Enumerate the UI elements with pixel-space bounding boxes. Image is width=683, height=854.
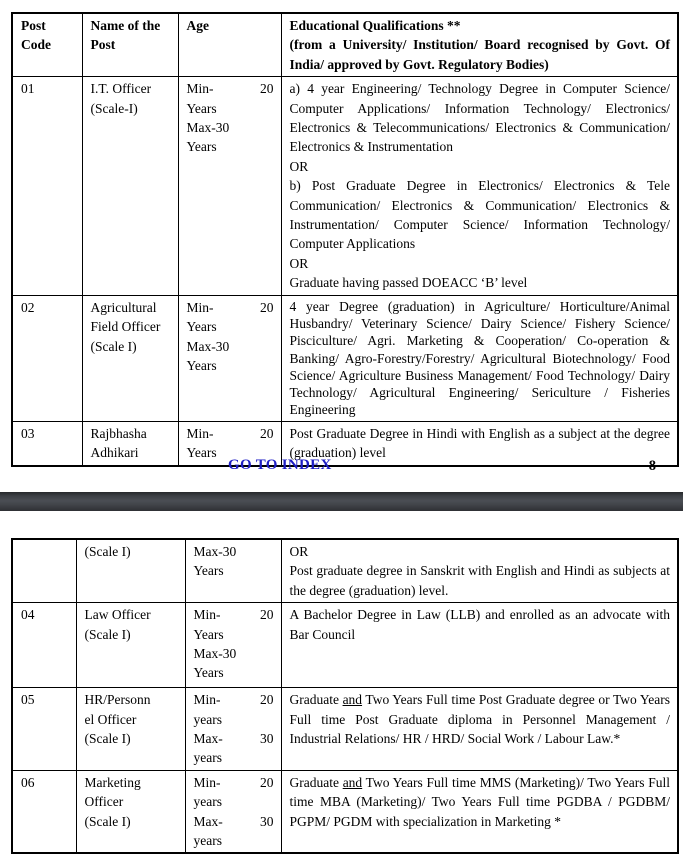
table-row [12, 77, 678, 295]
post-code-cell: 06 [12, 770, 76, 853]
post-code-cell [12, 539, 76, 603]
age-cell: Min- 20 Years [178, 421, 281, 465]
table-row [12, 688, 678, 771]
post-name-cell: Law Officer (Scale I) [76, 603, 185, 688]
qualification-cell: Graduate and Two Years Full time MMS (Marketing)/ Two Years Full time MBA (Marketing)/ Two Years Full time PGDBA / PGDBM/ PGPM/ PGDM with specialization in Marketing * [281, 770, 678, 853]
post-code-cell: 03 [12, 421, 82, 465]
qualifications-title: Educational Qualifications ** [289, 18, 461, 33]
go-to-index-link[interactable]: GO TO INDEX [228, 457, 332, 473]
age-cell: Min- 20 Years Max-30 Years [178, 295, 281, 421]
qualification-cell: 4 year Degree (graduation) in Agriculture/ Horticulture/Animal Husbandry/ Veterinary Science/ Dairy Science/ Fishery Science/ Pisciculture/ Agri. Marketing & Cooperation/ Co-operation & Banking/ Agro-Forestry/Forestry/ Agricultural Biotechnology/ Food Science/ Agriculture Business Management/ Food Technology/ Dairy Technology/ Agricultural Engineering/ Sericulture / Fisheries Engineering [281, 295, 678, 421]
age-cell: Min- 20 Years Max-30 Years [178, 77, 281, 295]
qualification-cell: OR Post graduate degree in Sanskrit with English and Hindi as subjects at the degree (graduation) level. [281, 539, 678, 603]
header-qualifications [281, 13, 678, 77]
age-cell: Min- 20 Years Max-30 Years [185, 603, 281, 688]
post-name-cell: Rajbhasha Adhikari [82, 421, 178, 465]
post-name-cell: (Scale I) [76, 539, 185, 603]
post-code-cell: 05 [12, 688, 76, 771]
table-row [12, 603, 678, 688]
table-row [12, 421, 678, 465]
age-cell: Max-30 Years [185, 539, 281, 603]
qualifications-table-page2 [11, 538, 679, 854]
qualification-cell: Graduate and Two Years Full time Post Graduate degree or Two Years Full time Post Graduate diploma in Personnel Management / Industrial Relations/ HR / HRD/ Social Work / Labour Law.* [281, 688, 678, 771]
qualifications-table-page1 [11, 12, 679, 467]
table-row [12, 539, 678, 603]
age-cell: Min- 20 years Max- 30 years [185, 770, 281, 853]
post-code-cell: 04 [12, 603, 76, 688]
qualification-cell: a) 4 year Engineering/ Technology Degree in Computer Science/ Computer Applications/ Information Technology/ Electronics/ Electronics & Telecommunications/ Electronics & Communication/ Electronics & Instrumentation OR b) Post Graduate Degree in Electronics/ Electronics & Tele Communication/ Electronics & Communication/ Electronics & Instrumentation/ Computer Science/ Information Technology/ Computer Applications OR Graduate having passed DOEACC ‘B’ level [281, 77, 678, 295]
post-name-cell: I.T. Officer (Scale-I) [82, 77, 178, 295]
age-cell: Min- 20 years Max- 30 years [185, 688, 281, 771]
page-divider [0, 492, 683, 511]
qualifications-subtitle: (from a University/ Institution/ Board recognised by Govt. Of India/ approved by Govt. Regulatory Bodies) [289, 37, 670, 72]
qualification-cell: Post Graduate Degree in Hindi with English as a subject at the degree (graduation) level [281, 421, 678, 465]
table-row [12, 295, 678, 421]
qualification-cell: A Bachelor Degree in Law (LLB) and enrolled as an advocate with Bar Council [281, 603, 678, 688]
post-code-cell: 02 [12, 295, 82, 421]
header-name-of-post: Name of the Post [82, 13, 178, 77]
post-name-cell: HR/Personn el Officer (Scale I) [76, 688, 185, 771]
table-header-row [12, 13, 678, 77]
page-number: 8 [648, 458, 656, 474]
header-age: Age [178, 13, 281, 77]
post-name-cell: Agricultural Field Officer (Scale I) [82, 295, 178, 421]
post-code-cell: 01 [12, 77, 82, 295]
post-name-cell: Marketing Officer (Scale I) [76, 770, 185, 853]
header-post-code: Post Code [12, 13, 82, 77]
table-row [12, 770, 678, 853]
